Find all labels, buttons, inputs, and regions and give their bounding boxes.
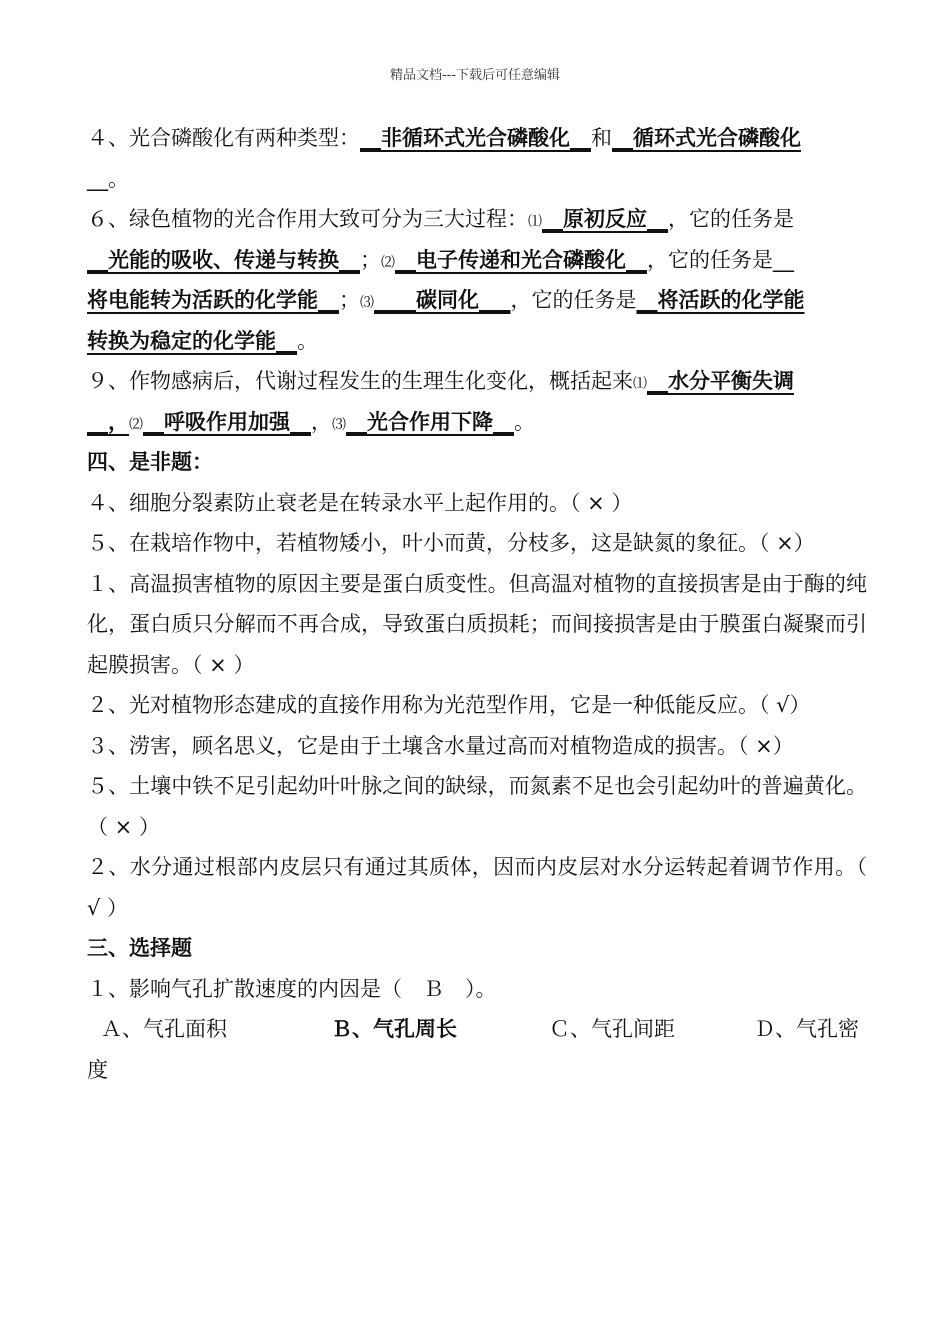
page-header: 精品文档---下载后可任意编辑 (389, 68, 561, 83)
document-body (87, 118, 867, 1090)
q6-num2: ⑵ (381, 254, 395, 271)
q6-answer6: __将活跃的化学能 (636, 288, 805, 312)
mc1-option-b: Ｂ、气孔周长 (331, 1017, 457, 1041)
q6-num3: ⑶ (360, 295, 374, 311)
section-choice-heading: 三、选择题 (87, 936, 192, 960)
mc1-question: １、影响气孔扩散速度的内因是（ Ｂ ）。 (87, 976, 497, 1001)
q6-prefix: ６、绿色植物的光合作用大致可分为三大过程： (87, 207, 528, 231)
q6-answer5: ____碳同化___ (374, 288, 511, 312)
q9-answer1-tail: __， (87, 409, 129, 434)
q6-sep2: ； (339, 288, 360, 312)
q9-num1: ⑴ (633, 376, 647, 392)
q9-prefix: ９、作物感病后，代谢过程发生的生理生化变化，概括起来 (87, 369, 633, 393)
q4-and: 和 (591, 126, 612, 150)
q9-num2: ⑵ (129, 416, 143, 433)
tf-item: ３、涝害，顾名思义，它是由于土壤含水量过高而对植物造成的损害。（ ×） (87, 733, 794, 758)
mc1-option-d: Ｄ、气孔密 (754, 1017, 859, 1041)
q4-answer2: __循环式光合磷酸化 (612, 126, 801, 150)
q9-line2 (87, 402, 867, 443)
q9-end: 。 (514, 409, 535, 434)
tf-item: ２、水分通过根部内皮层只有通过其质体，因而内皮层对水分运转起着调节作用。（ √ ） (87, 855, 867, 920)
q6-task2: ，它的任务是__ (647, 247, 794, 272)
q4-prefix: ４、光合磷酸化有两种类型： (87, 126, 360, 150)
tf-item: ２、光对植物形态建成的直接作用称为光范型作用，它是一种低能反应。（ √） (87, 693, 811, 717)
tf-item: １、高温损害植物的原因主要是蛋白质变性。但高温对植物的直接损害是由于酶的纯化，蛋白质只分解而不再合成，导致蛋白质损耗；而间接损害是由于膜蛋白凝聚而引起膜损害。（ × ） (87, 571, 867, 677)
mc1-options (87, 1009, 867, 1050)
q9-sep: ， (311, 409, 332, 434)
q6-end: 。 (297, 328, 318, 353)
q6-answer1: __原初反应__ (542, 207, 668, 231)
q9-answer1: __水分平衡失调 (647, 369, 794, 393)
section-true-false-heading: 四、是非题： (87, 450, 213, 474)
mc1-option-c: Ｃ、气孔间距 (549, 1017, 675, 1041)
tf-item: ５、土壤中铁不足引起幼叶叶脉之间的缺绿，而氮素不足也会引起幼叶的普遍黄化。（ × ） (87, 774, 867, 839)
q9-num3: ⑶ (332, 416, 346, 433)
q6-line2 (87, 240, 867, 281)
q4-answer1: __非循环式光合磷酸化__ (360, 126, 591, 150)
q6-line1 (87, 199, 867, 240)
q6-num1: ⑴ (528, 214, 542, 230)
q6-answer2: __光能的吸收、传递与转换__ (87, 247, 360, 272)
q6-task3: ，它的任务是 (510, 288, 637, 312)
mc1-option-a: Ａ、气孔面积 (101, 1017, 227, 1041)
q6-line3 (87, 280, 867, 321)
q4-tail: __。 (87, 166, 129, 191)
q9-line1 (87, 361, 867, 402)
tf-item: ４、细胞分裂素防止衰老是在转录水平上起作用的。（ × ） (87, 490, 633, 515)
tf-item: ５、在栽培作物中，若植物矮小，叶小而黄，分枝多，这是缺氮的象征。（ ×） (87, 531, 815, 555)
q6-task1: ，它的任务是 (668, 207, 794, 231)
q9-answer3: __光合作用下降__ (346, 409, 514, 434)
q4-line1 (87, 118, 867, 159)
mc1-option-d-cont: 度 (87, 1057, 108, 1082)
q4-line2 (87, 159, 867, 200)
q6-answer6-cont: 转换为稳定的化学能__ (87, 328, 297, 353)
q6-sep1: ； (360, 247, 381, 272)
q6-answer3: __电子传递和光合磷酸化__ (395, 247, 647, 272)
q9-answer2: __呼吸作用加强__ (143, 409, 311, 434)
q6-line4 (87, 321, 867, 362)
q6-answer4: 将电能转为活跃的化学能__ (87, 288, 339, 312)
